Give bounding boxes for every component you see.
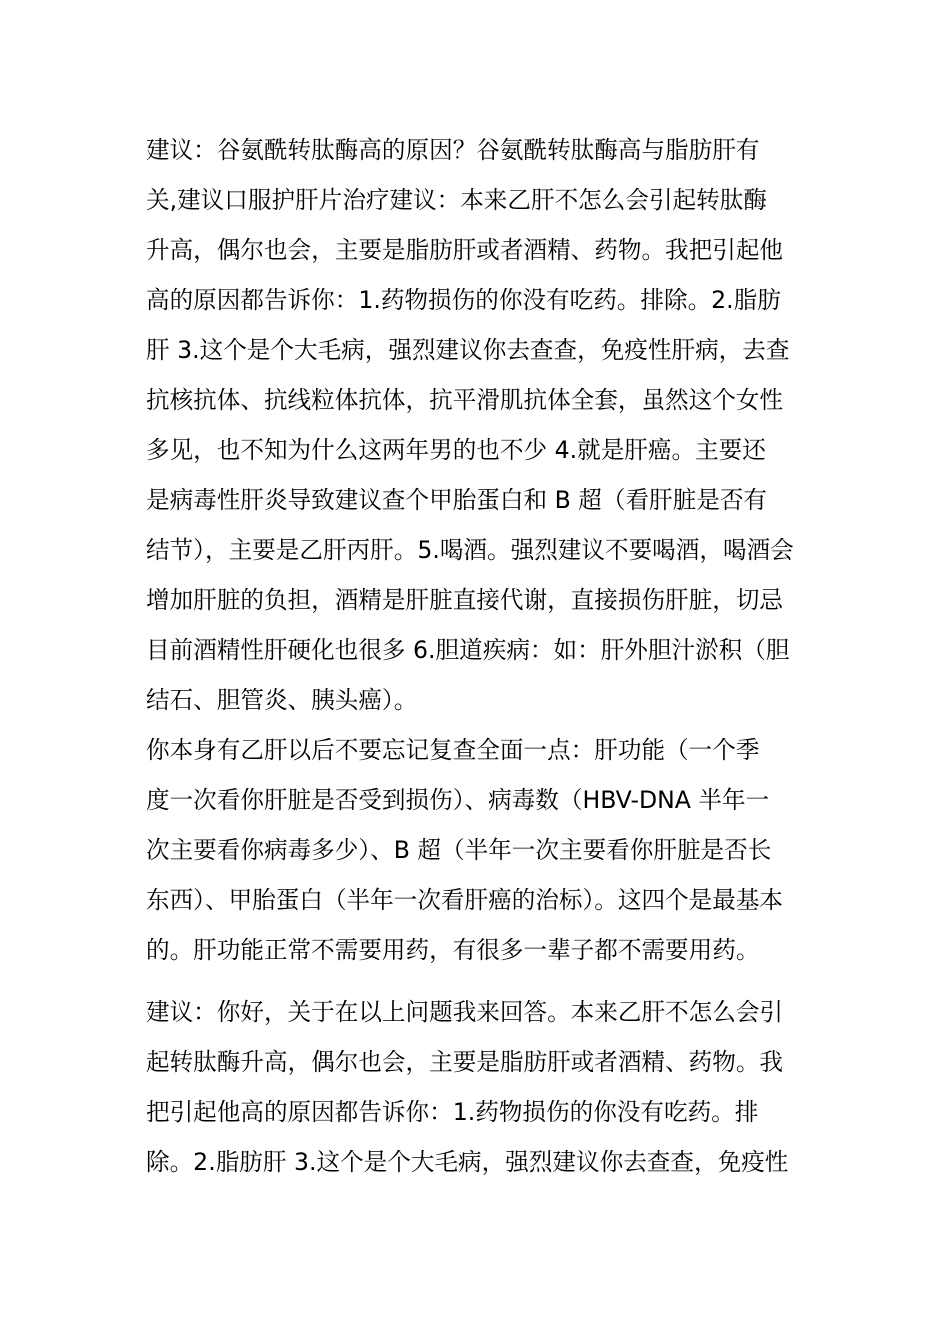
text-line: 度一次看你肝脏是否受到损伤）、病毒数（HBV-DNA 半年一 [146, 786, 770, 814]
paragraph-spacer [146, 975, 810, 987]
text-line: 升高，偶尔也会，主要是脂肪肝或者酒精、药物。我把引起他 [146, 236, 784, 264]
paragraph-2 [146, 725, 810, 975]
paragraph-3 [146, 987, 810, 1187]
text-line: 建议：你好，关于在以上问题我来回答。本来乙肝不怎么会引 [146, 998, 784, 1026]
text-line: 除。2.脂肪肝 3.这个是个大毛病，强烈建议你去查查，免疫性 [146, 1148, 789, 1176]
text-line: 目前酒精性肝硬化也很多 6.胆道疾病：如：肝外胆汁淤积（胆 [146, 636, 790, 664]
text-line: 东西）、甲胎蛋白（半年一次看肝癌的治标）。这四个是最基本 [146, 886, 784, 914]
text-line: 是病毒性肝炎导致建议查个甲胎蛋白和 B 超（看肝脏是否有 [146, 486, 768, 514]
text-line: 次主要看你病毒多少）、B 超（半年一次主要看你肝脏是否长 [146, 836, 772, 864]
text-line: 关,建议口服护肝片治疗建议：本来乙肝不怎么会引起转肽酶 [146, 186, 767, 214]
text-line: 你本身有乙肝以后不要忘记复查全面一点：肝功能（一个季 [146, 736, 760, 764]
text-line: 抗核抗体、抗线粒体抗体，抗平滑肌抗体全套，虽然这个女性 [146, 386, 784, 414]
text-line: 增加肝脏的负担，酒精是肝脏直接代谢，直接损伤肝脏，切忌 [146, 586, 784, 614]
text-line: 高的原因都告诉你：1.药物损伤的你没有吃药。排除。2.脂肪 [146, 286, 781, 314]
text-line: 的。肝功能正常不需要用药，有很多一辈子都不需要用药。 [146, 936, 760, 964]
document-body [146, 125, 810, 1187]
text-line: 肝 3.这个是个大毛病，强烈建议你去查查，免疫性肝病，去查 [146, 336, 790, 364]
text-line: 把引起他高的原因都告诉你：1.药物损伤的你没有吃药。排 [146, 1098, 759, 1126]
text-line: 结节），主要是乙肝丙肝。5.喝酒。强烈建议不要喝酒，喝酒会 [146, 536, 794, 564]
text-line: 多见，也不知为什么这两年男的也不少 4.就是肝癌。主要还 [146, 436, 766, 464]
text-line: 结石、胆管炎、胰头癌）。 [146, 686, 418, 714]
text-line: 起转肽酶升高，偶尔也会，主要是脂肪肝或者酒精、药物。我 [146, 1048, 784, 1076]
paragraph-1 [146, 125, 810, 725]
text-line: 建议：谷氨酰转肽酶高的原因？谷氨酰转肽酶高与脂肪肝有 [146, 136, 760, 164]
